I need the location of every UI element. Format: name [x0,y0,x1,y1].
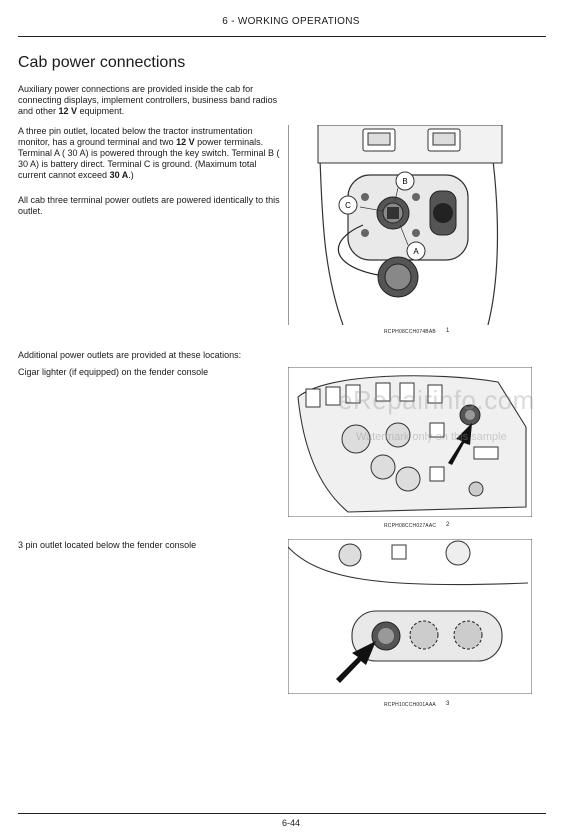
callout-a: A [413,247,419,256]
figure-1-three-pin-outlet [288,125,532,325]
additional-outlets-paragraph: Additional power outlets are provided at these locations: [18,350,242,360]
section-header: 6 - WORKING OPERATIONS [222,16,360,27]
figure-3-illustration [288,539,532,694]
figure-1-number: 1 [446,328,450,334]
figure-3-number: 3 [446,701,450,707]
callout-b: B [402,177,408,186]
figure-3-caption: RCPH10CCH001AAA [384,702,436,708]
figure-1-illustration [288,125,532,325]
figure-3-fender-outlet [288,539,532,694]
footer-rule [18,813,546,814]
figure-1-caption: RCPH08CCH074BAB [384,329,436,335]
page-number: 6-44 [281,818,300,828]
cigar-lighter-paragraph: Cigar lighter (if equipped) on the fender console [18,367,209,377]
callout-c: C [345,201,351,210]
figure-2-caption: RCPH08CCH027AAC [384,523,437,529]
intro-paragraph: Auxiliary power connections are provided inside the cab for connecting displays, implement controllers, business band radios and other 12 V equipment. [18,84,278,116]
fender-outlet-paragraph: 3 pin outlet located below the fender console [18,540,197,550]
page-title: Cab power connections [18,54,186,71]
identical-outlets-paragraph: All cab three terminal power outlets are powered identically to this outlet. [18,195,280,216]
header-rule [18,36,546,37]
outlet-paragraph: A three pin outlet, located below the tractor instrumentation monitor, has a ground terminal and two 12 V power terminals. Terminal A ( 30 A) is powered through the key switch. Terminal B ( 30 A) is battery direct. Terminal C is ground. (Maximum total current cannot exceed 30 A.) [18,126,280,180]
watermark: eRepairinfo.com [338,385,535,415]
watermark-subtext: Watermark only on this sample [356,431,507,443]
figure-2-number: 2 [446,522,450,528]
